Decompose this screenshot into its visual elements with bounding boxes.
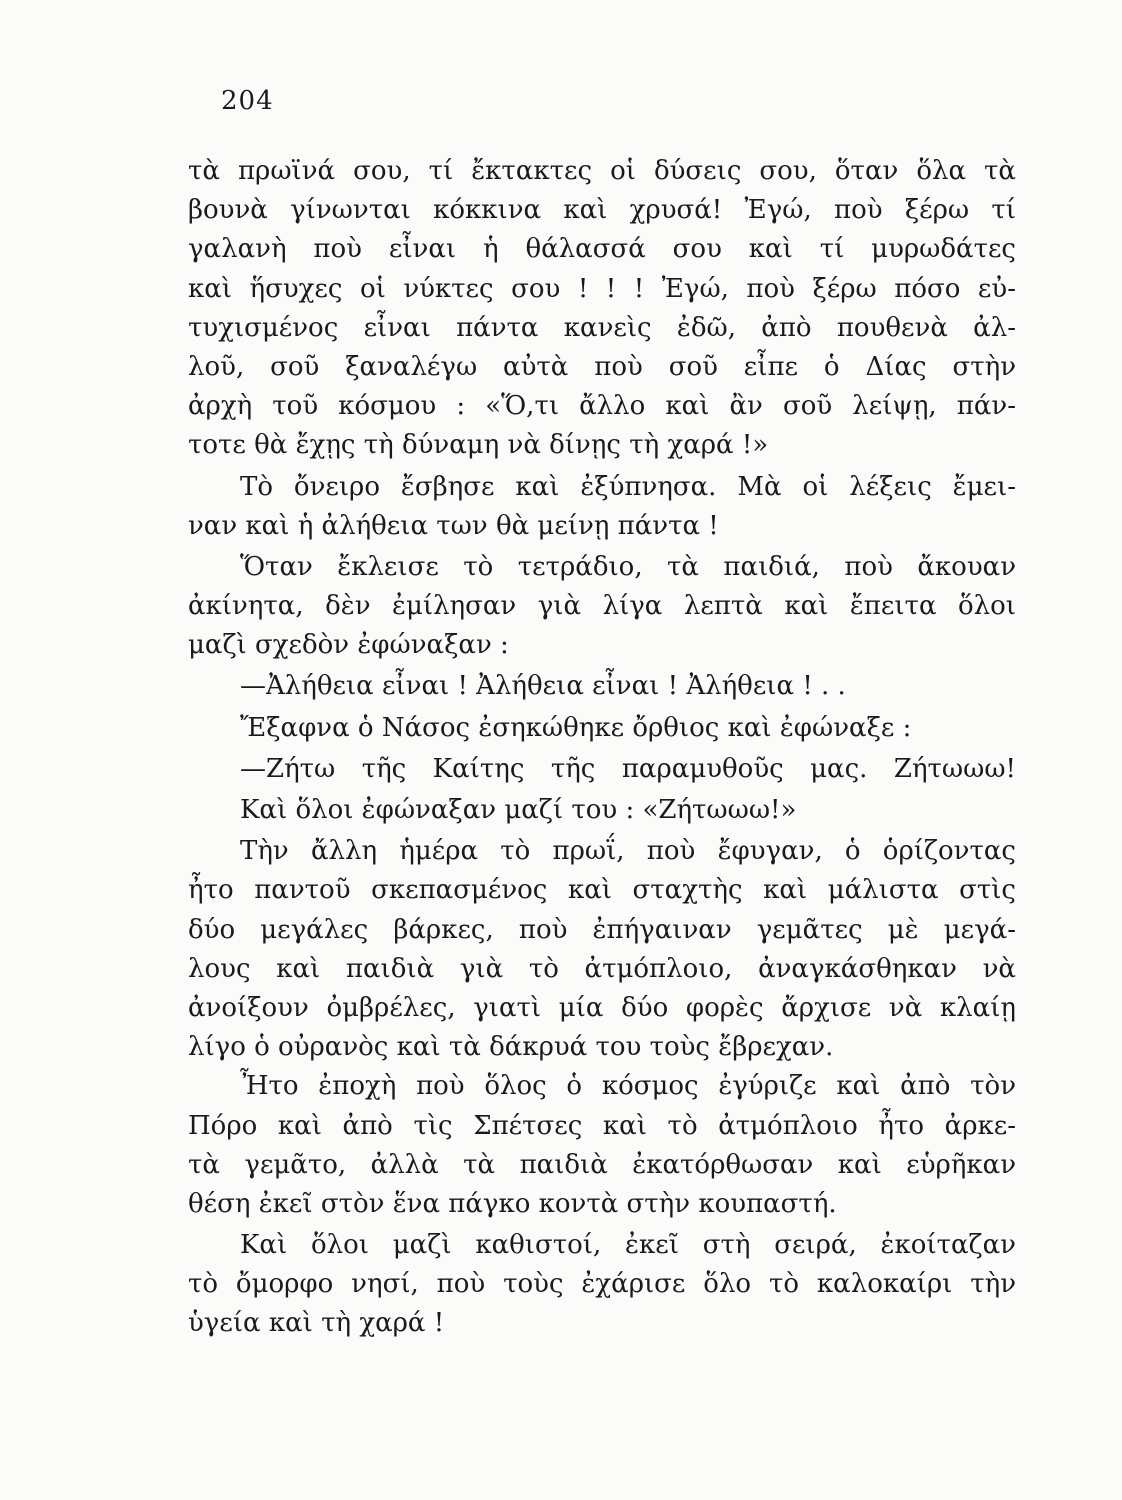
text-line: γαλανὴ ποὺ εἶναι ἡ θάλασσά σου καὶ τί μυρωδάτες [188, 234, 1016, 265]
text-line: Πόρο καὶ ἀπὸ τὶς Σπέτσες καὶ τὸ ἀτμόπλοιο ἦτο ἀρκε- [188, 1110, 1016, 1141]
text-line: —Ἀλήθεια εἶναι ! Ἀλήθεια εἶναι ! Ἀλήθεια ! . . [240, 671, 846, 702]
text-line: λους καὶ παιδιὰ γιὰ τὸ ἀτμόπλοιο, ἀναγκάσθηκαν νὰ [188, 953, 1016, 984]
text-line: —Ζήτω τῆς Καίτης τῆς παραμυθοῦς μας. Ζήτωωω! [240, 753, 1016, 784]
text-line: ἀκίνητα, δὲν ἐμίλησαν γιὰ λίγα λεπτὰ καὶ ἔπειτα ὅλοι [188, 591, 1016, 622]
text-line: Ὅταν ἔκλεισε τὸ τετράδιο, τὰ παιδιά, ποὺ ἄκουαν [240, 551, 1016, 582]
text-line: ἀνοίξουν ὀμβρέλες, γιατὶ μία δύο φορὲς ἄρχισε νὰ κλαίῃ [188, 992, 1016, 1023]
text-line: καὶ ἥσυχες οἱ νύκτες σου ! ! ! Ἐγώ, ποὺ ξέρω πόσο εὐ- [188, 273, 1016, 304]
text-line: θέση ἐκεῖ στὸν ἕνα πάγκο κοντὰ στὴν κουπαστή. [188, 1188, 837, 1219]
text-line: τὰ γεμᾶτο, ἀλλὰ τὰ παιδιὰ ἐκατόρθωσαν καὶ εὑρῆκαν [188, 1149, 1016, 1180]
page-number: 204 [221, 86, 274, 116]
text-line: μαζὶ σχεδὸν ἐφώναξαν : [188, 630, 509, 661]
text-line: ὑγεία καὶ τὴ χαρά ! [188, 1308, 445, 1339]
text-line: λοῦ, σοῦ ξαναλέγω αὐτὰ ποὺ σοῦ εἶπε ὁ Δίας στὴν [188, 351, 1016, 382]
text-line: τὰ πρωϊνά σου, τί ἔκτακτες οἱ δύσεις σου, ὅταν ὅλα τὰ [188, 156, 1016, 186]
text-line: λίγο ὁ οὐρανὸς καὶ τὰ δάκρυά του τοὺς ἔβρεχαν. [188, 1032, 834, 1063]
text-line: ναν καὶ ἡ ἀλήθεια των θὰ μείνῃ πάντα ! [188, 510, 719, 541]
body-text [188, 152, 1016, 1344]
text-line: τοτε θὰ ἔχῃς τὴ δύναμη νὰ δίνῃς τὴ χαρά !» [188, 430, 769, 461]
text-line: ἦτο παντοῦ σκεπασμένος καὶ σταχτὴς καὶ μάλιστα στὶς [188, 875, 1016, 906]
text-line: τὸ ὄμορφο νησί, ποὺ τοὺς ἐχάρισε ὅλο τὸ καλοκαίρι τὴν [188, 1269, 1016, 1300]
text-line: δύο μεγάλες βάρκες, ποὺ ἐπήγαιναν γεμᾶτες μὲ μεγά- [188, 914, 1016, 945]
text-line: τυχισμένος εἶναι πάντα κανεὶς ἐδῶ, ἀπὸ πουθενὰ ἀλ- [188, 312, 1016, 343]
text-line: Ἦτο ἐποχὴ ποὺ ὅλος ὁ κόσμος ἐγύριζε καὶ ἀπὸ τὸν [240, 1071, 1016, 1102]
text-line: Τὴν ἄλλη ἡμέρα τὸ πρωΐ, ποὺ ἔφυγαν, ὁ ὁρίζοντας [240, 836, 1016, 867]
text-line: Τὸ ὄνειρο ἔσβησε καὶ ἐξύπνησα. Μὰ οἱ λέξεις ἔμει- [240, 471, 1016, 502]
text-line: Ἔξαφνα ὁ Νάσος ἐσηκώθηκε ὄρθιος καὶ ἐφώναξε : [240, 712, 912, 743]
text-line: ἀρχὴ τοῦ κόσμου : «Ὅ,τι ἄλλο καὶ ἂν σοῦ λείψῃ, πάν- [188, 391, 1016, 422]
text-line: Καὶ ὅλοι μαζὶ καθιστοί, ἐκεῖ στὴ σειρά, ἐκοίταζαν [240, 1230, 1016, 1261]
text-line: Καὶ ὅλοι ἐφώναξαν μαζί του : «Ζήτωωω!» [240, 795, 797, 825]
text-line: βουνὰ γίνωνται κόκκινα καὶ χρυσά! Ἐγώ, ποὺ ξέρω τί [188, 195, 1016, 226]
